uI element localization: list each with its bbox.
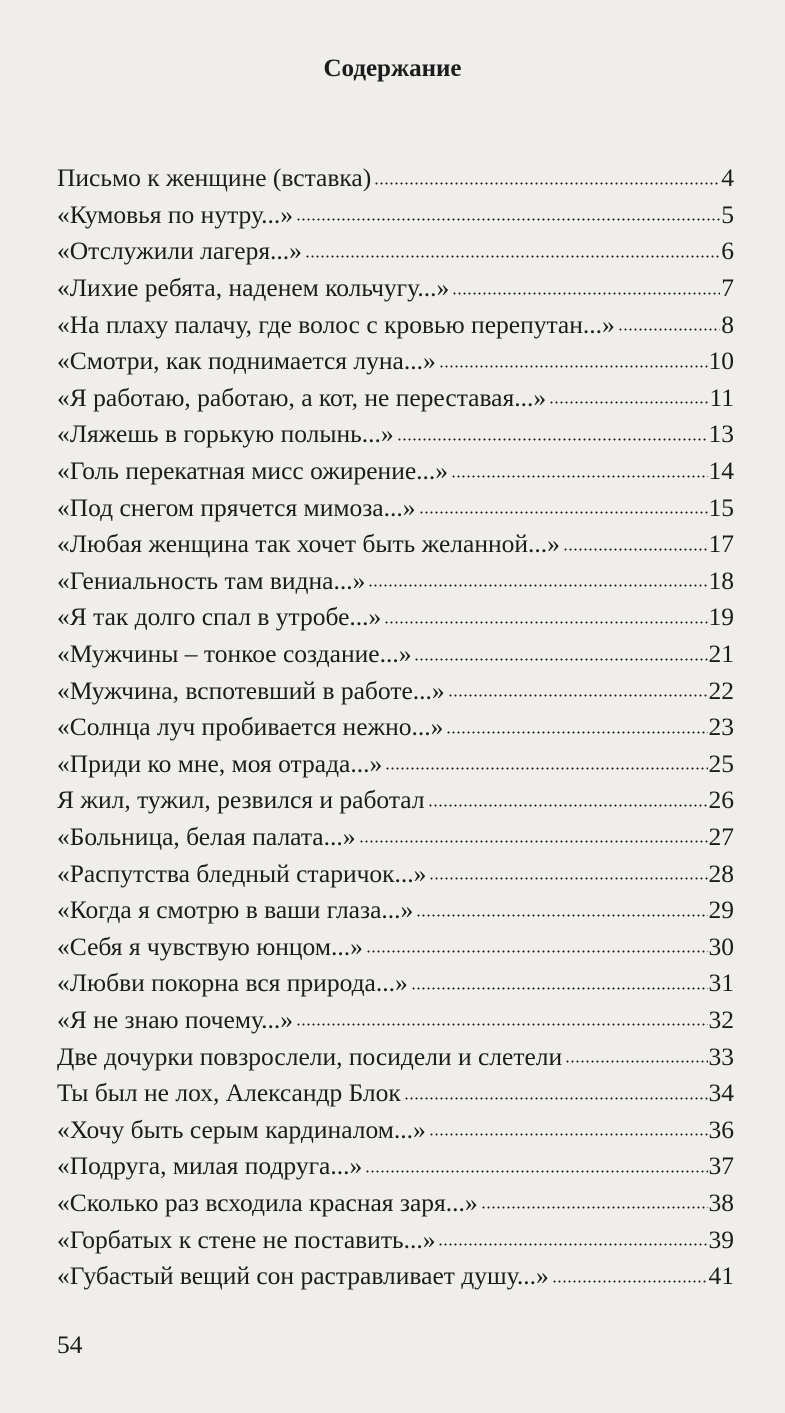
toc-entry	[57, 892, 734, 929]
toc-entry-title: Ты был не лох, Александр Блок	[57, 1078, 401, 1108]
dot-leader	[384, 621, 707, 624]
toc-entry	[57, 526, 734, 563]
toc-entry-page: 10	[708, 346, 734, 376]
dot-leader	[446, 731, 707, 734]
toc-entry-page: 23	[708, 712, 734, 742]
toc-entry-title: «Мужчина, вспотевший в работе...»	[57, 675, 445, 705]
toc-entry-title: «Больница, белая палата...»	[57, 821, 356, 851]
toc-entry	[57, 233, 734, 270]
toc-entry-title: «Приди ко мне, моя отрада...»	[57, 748, 383, 778]
toc-entry-title: «Любая женщина так хочет быть желанной...»	[57, 529, 560, 559]
dot-leader	[385, 767, 707, 770]
dot-leader	[374, 182, 720, 185]
toc-entry-page: 25	[708, 748, 734, 778]
toc-entry-title: Письмо к женщине (вставка)	[57, 163, 372, 193]
toc-entry	[57, 1258, 734, 1295]
toc-entry	[57, 672, 734, 709]
toc-entry-title: Я жил, тужил, резвился и работал	[57, 785, 425, 815]
toc-entry-page: 14	[708, 456, 734, 486]
toc-entry	[57, 709, 734, 746]
toc-entry	[57, 599, 734, 636]
dot-leader	[618, 328, 720, 331]
toc-entry-page: 11	[709, 382, 734, 412]
dot-leader	[549, 401, 708, 404]
dot-leader	[552, 1280, 708, 1283]
dot-leader	[368, 584, 707, 587]
toc-entry	[57, 563, 734, 600]
dot-leader	[481, 1206, 708, 1209]
dot-leader	[448, 694, 708, 697]
toc-entry-page: 28	[708, 858, 734, 888]
toc-entry-page: 17	[708, 529, 734, 559]
toc-entry-page: 13	[708, 419, 734, 449]
toc-entry-title: «Смотри, как поднимается луна...»	[57, 346, 436, 376]
toc-entry-page: 33	[708, 1041, 734, 1071]
toc-entry-page: 31	[708, 968, 734, 998]
toc-entry-title: «Сколько раз всходила красная заря...»	[57, 1187, 478, 1217]
toc-entry-title: «Гениальность там видна...»	[57, 565, 366, 595]
toc-entry-page: 26	[708, 785, 734, 815]
toc-entry-title: «Подруга, милая подруга...»	[57, 1151, 363, 1181]
toc-entry	[57, 1221, 734, 1258]
toc-entry-title: «Распутства бледный старичок...»	[57, 858, 427, 888]
toc-entry	[57, 636, 734, 673]
dot-leader	[429, 1133, 708, 1136]
dot-leader	[439, 365, 708, 368]
toc-entry-title: «Губастый вещий сон растравливает душу...»	[57, 1261, 549, 1291]
dot-leader	[397, 438, 708, 441]
dot-leader	[416, 914, 707, 917]
toc-entry-page: 18	[708, 565, 734, 595]
toc-entry-page: 5	[721, 199, 734, 229]
toc-entry-page: 38	[708, 1187, 734, 1217]
toc-entry	[57, 343, 734, 380]
toc-entry	[57, 746, 734, 783]
toc-entry-page: 21	[708, 639, 734, 669]
dot-leader	[414, 658, 707, 661]
toc-entry-page: 29	[708, 895, 734, 925]
toc-entry-page: 7	[721, 273, 734, 303]
page-number: 54	[57, 1330, 83, 1359]
toc-entry-page: 4	[721, 163, 734, 193]
toc-entry	[57, 197, 734, 234]
toc-entry-title: «Солнца луч пробивается нежно...»	[57, 712, 444, 742]
toc-entry-title: «Себя я чувствую юнцом...»	[57, 931, 363, 961]
toc-entry-title: «Я не знаю почему...»	[57, 1004, 294, 1034]
toc-entry-title: «Хочу быть серым кардиналом...»	[57, 1114, 426, 1144]
toc-entry	[57, 453, 734, 490]
toc-entry	[57, 855, 734, 892]
dot-leader	[411, 987, 708, 990]
dot-leader	[305, 255, 720, 258]
toc-entry	[57, 380, 734, 417]
toc-entry-page: 32	[708, 1004, 734, 1034]
toc-entry	[57, 489, 734, 526]
toc-entry-page: 22	[708, 675, 734, 705]
dot-leader	[451, 475, 707, 478]
dot-leader	[296, 1023, 707, 1026]
dot-leader	[404, 1097, 708, 1100]
dot-leader	[296, 218, 720, 221]
toc-entry	[57, 1111, 734, 1148]
toc-entry-page: 37	[708, 1151, 734, 1181]
dot-leader	[563, 548, 708, 551]
dot-leader	[565, 1060, 707, 1063]
toc-entry-page: 39	[708, 1224, 734, 1254]
toc-entry	[57, 1002, 734, 1039]
toc-entry-title: «Я работаю, работаю, а кот, не переставая...»	[57, 382, 547, 412]
toc-entry-title: «На плаху палачу, где волос с кровью перепутан...»	[57, 309, 615, 339]
toc-entry-page: 30	[708, 931, 734, 961]
toc-entry	[57, 1185, 734, 1222]
dot-leader	[452, 292, 720, 295]
toc-entry-title: «Кумовья по нутру...»	[57, 199, 294, 229]
toc-entry-title: «Когда я смотрю в ваши глаза...»	[57, 895, 414, 925]
toc-entry-title: «Я так долго спал в утробе...»	[57, 602, 382, 632]
table-of-contents	[57, 160, 734, 1294]
toc-entry-title: Две дочурки повзрослели, посидели и слетели	[57, 1041, 563, 1071]
toc-entry-title: «Горбатых к стене не поставить...»	[57, 1224, 436, 1254]
dot-leader	[419, 511, 708, 514]
dot-leader	[428, 804, 708, 807]
dot-leader	[438, 1243, 707, 1246]
toc-entry	[57, 1148, 734, 1185]
toc-entry-page: 15	[708, 492, 734, 522]
toc-entry-title: «Отслужили лагеря...»	[57, 236, 302, 266]
toc-entry	[57, 270, 734, 307]
toc-entry	[57, 782, 734, 819]
toc-entry-title: «Любви покорна вся природа...»	[57, 968, 408, 998]
dot-leader	[359, 840, 708, 843]
toc-entry-page: 27	[708, 821, 734, 851]
toc-entry-title: «Голь перекатная мисс ожирение...»	[57, 456, 449, 486]
toc-entry-page: 34	[708, 1078, 734, 1108]
toc-entry	[57, 965, 734, 1002]
toc-entry	[57, 819, 734, 856]
toc-entry-title: «Мужчины – тонкое создание...»	[57, 639, 412, 669]
dot-leader	[429, 877, 707, 880]
toc-entry-page: 6	[721, 236, 734, 266]
toc-entry-page: 19	[708, 602, 734, 632]
toc-entry	[57, 160, 734, 197]
toc-entry-title: «Под снегом прячется мимоза...»	[57, 492, 416, 522]
page-title: Содержание	[323, 55, 462, 82]
toc-entry	[57, 1038, 734, 1075]
toc-entry-page: 41	[708, 1261, 734, 1291]
toc-entry-title: «Лихие ребята, наденем кольчугу...»	[57, 273, 450, 303]
toc-entry-title: «Ляжешь в горькую полынь...»	[57, 419, 394, 449]
dot-leader	[365, 1170, 707, 1173]
toc-entry	[57, 306, 734, 343]
toc-entry	[57, 416, 734, 453]
toc-entry	[57, 928, 734, 965]
dot-leader	[366, 950, 708, 953]
toc-entry-page: 36	[708, 1114, 734, 1144]
toc-entry-page: 8	[721, 309, 734, 339]
toc-entry	[57, 1075, 734, 1112]
